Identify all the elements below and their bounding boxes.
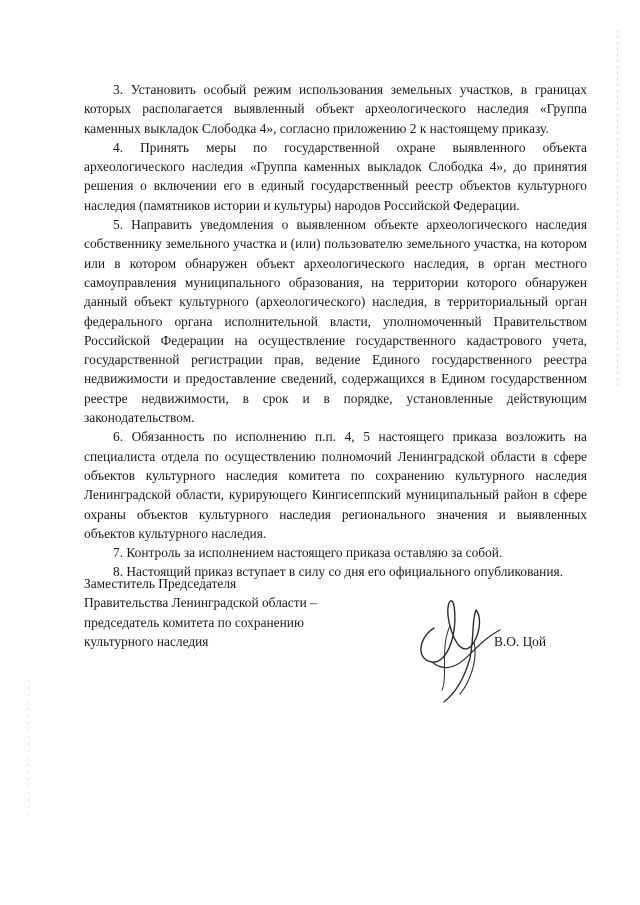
paragraph-8: 8. Настоящий приказ вступает в силу со дня его официального опубликования. bbox=[113, 564, 563, 580]
signatory-name: В.О. Цой bbox=[494, 634, 546, 649]
paragraph-3: 3. Установить особый режим использования земельных участков, в границах которых располагается выявленный объект археологического наследия «Группа каменных выкладок Слободка 4», согласно приложению 2 к настоящему приказу. bbox=[84, 82, 587, 136]
paragraph-7: 7. Контроль за исполнением настоящего приказа оставляю за собой. bbox=[113, 545, 503, 561]
signatory-title-line: культурного наследия bbox=[84, 633, 209, 649]
scan-edge-mark bbox=[617, 30, 618, 390]
signatory-title-line: Правительства Ленинградской области – bbox=[84, 595, 317, 611]
scan-edge-mark bbox=[28, 680, 29, 820]
signatory-title-line: председатель комитета по сохранению bbox=[84, 614, 304, 630]
paragraph-6: 6. Обязанность по исполнению п.п. 4, 5 настоящего приказа возложить на специалиста отдела по осуществлению полномочий Ленинградской области в сфере объектов культурного наследия комитета по сохранению культурного наследия Ленинградской области, курирующего Кингисеппский муниципальный район в сфере охраны объектов культурного наследия регионального значения и выявленных объектов культурного наследия. bbox=[84, 429, 587, 541]
signatory-title-line: Заместитель Председателя bbox=[84, 576, 237, 591]
paragraph-4: 4. Принять меры по государственной охране выявленного объекта археологического наследия «Группа каменных выкладок Слободка 4», до принятия решения о включении его в единый государственный реестр объектов культурного наследия (памятников истории и культуры) народов Российской Федерации. bbox=[84, 139, 587, 213]
paragraph-5: 5. Направить уведомления о выявленном объекте археологического наследия собственнику земельного участка и (или) пользователю земельного участка, на котором или в котором обнаружен объект археологического наследия, в орган местного самоуправления муниципального образования, на территории которого обнаружен данный объект культурного (археологического) наследия, в территориальный орган федерального органа исполнительной власти, уполномоченный Правительством Российской Федерации на осуществление государственного кадастрового учета, государственной регистрации прав, ведение Единого государственного реестра недвижимости и предоставление сведений, содержащихся в Едином государственном реестре недвижимости, в срок и в порядке, установленные действующим законодательством. bbox=[84, 217, 587, 426]
order-body bbox=[84, 80, 587, 582]
signatory-title bbox=[84, 574, 384, 651]
